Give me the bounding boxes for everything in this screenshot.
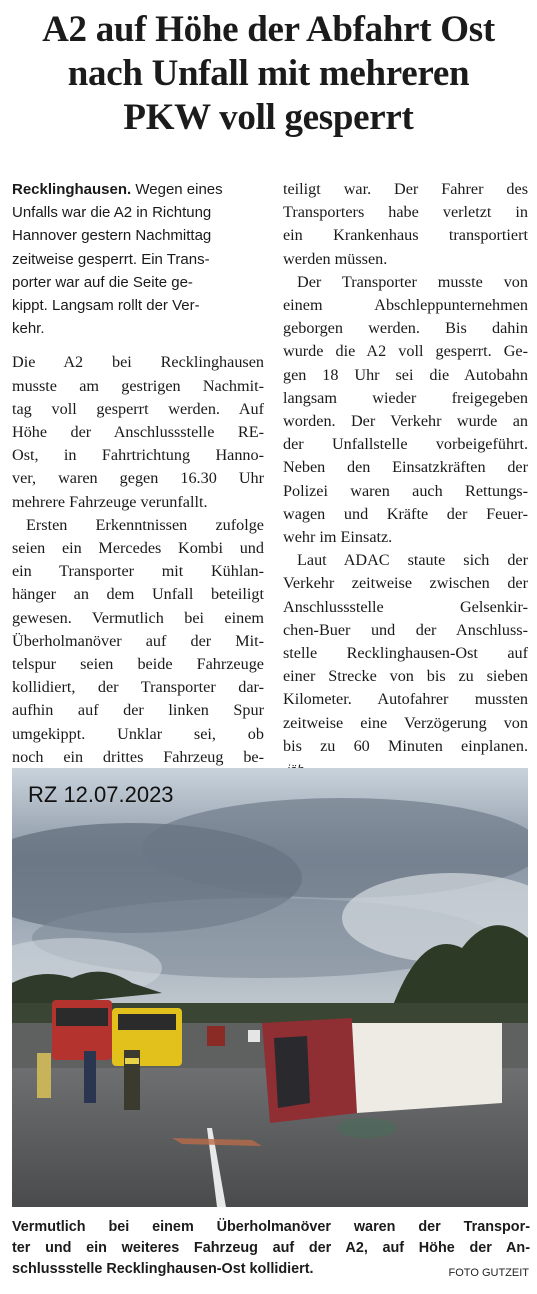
lead-paragraph — [12, 178, 264, 340]
body-line: bis zu 60 Minuten einplanen. — [283, 736, 528, 755]
transporter-box — [352, 1023, 502, 1113]
body-line: Laut ADAC staute sich der — [297, 551, 528, 570]
headline-line: nach Unfall mit mehreren — [67, 53, 470, 94]
article-column-right — [283, 178, 528, 781]
body-line: gen 18 Uhr sei die Autobahn — [283, 365, 528, 384]
accident-scene-illustration — [12, 768, 528, 1207]
body-line: langsam wieder freigegeben — [283, 388, 528, 407]
lead-line: Hannover gestern Nachmittag — [12, 227, 212, 245]
body-line: Höhe der Anschlussstelle RE- — [12, 423, 264, 442]
body-line: aufhin auf der linken Spur — [12, 701, 264, 720]
body-line: chen-Buer und der Anschluss- — [283, 620, 528, 639]
lead-line: kehr. — [12, 320, 45, 338]
body-line: teiligt war. Der Fahrer des — [283, 180, 528, 198]
body-line: seien ein Mercedes Kombi und — [12, 539, 264, 558]
lead-line: porter war auf die Seite ge- — [12, 273, 193, 291]
distant-truck — [207, 1026, 225, 1046]
body-line: Die A2 bei Recklinghausen — [12, 353, 264, 372]
lead-line: Unfalls war die A2 in Richtung — [12, 204, 212, 222]
body-line: ein Krankenhaus transportiert — [283, 226, 528, 245]
body-line: Transporters habe verletzt in — [283, 203, 528, 222]
truck-windshield — [56, 1008, 108, 1026]
headline-line: PKW voll gesperrt — [123, 97, 414, 138]
body-line: stelle Recklinghausen-Ost auf — [283, 644, 528, 663]
body-line: einem Abschleppunternehmen — [283, 296, 528, 315]
body-line: Neben den Einsatzkräften der — [283, 458, 528, 477]
body-line: Anschlussstelle Gelsenkir- — [283, 597, 528, 616]
distant-car — [248, 1030, 260, 1042]
photo-credit: FOTO GUTZEIT — [448, 1267, 529, 1279]
body-line: mehrere Fahrzeuge verunfallt. — [12, 492, 208, 511]
body-line: Ost, in Fahrtrichtung Hanno- — [12, 446, 264, 465]
caption-line: Vermutlich bei einem Überholmanöver waren der Transpor- — [12, 1219, 530, 1235]
headline-line: A2 auf Höhe der Abfahrt Ost — [42, 9, 495, 50]
body-line: telspur seien beide Fahrzeuge — [12, 655, 264, 674]
cab-roof — [274, 1036, 310, 1108]
body-line: ver, waren gegen 16.30 Uhr — [12, 469, 264, 488]
body-line: zeitweise eine Verzögerung von — [283, 713, 528, 732]
body-line: musste am gestrigen Nachmit- — [12, 376, 264, 395]
body-line: Der Transporter musste von — [297, 272, 528, 291]
body-line: geborgen werden. Bis dahin — [283, 319, 528, 338]
date-stamp: RZ 12.07.2023 — [28, 782, 174, 807]
body-line: wurde die A2 voll gesperrt. Ge- — [283, 342, 528, 361]
body-line: kollidiert, der Transporter dar- — [12, 678, 264, 697]
dateline-place: Recklinghausen. — [12, 181, 132, 198]
lead-line: kippt. Langsam rollt der Ver- — [12, 297, 200, 315]
body-line: Überholmanöver auf der Mit- — [12, 631, 264, 650]
reflective-stripe — [125, 1058, 139, 1064]
headline — [0, 8, 537, 140]
body-line: Kilometer. Autofahrer mussten — [283, 690, 528, 709]
body-line: umgekippt. Unklar sei, ob — [12, 724, 264, 743]
caption-line: ter und ein weiteres Fahrzeug auf der A2, auf Höhe der An- — [12, 1240, 530, 1256]
body-line: worden. Der Verkehr wurde an — [283, 412, 528, 431]
firefighter — [37, 1053, 51, 1098]
body-line: der Unfallstelle vorbeigeführt. — [283, 435, 528, 454]
body-line: tag voll gesperrt werden. Auf — [12, 399, 264, 418]
body-line: hänger an dem Unfall beteiligt — [12, 585, 264, 604]
body-line: Polizei waren auch Rettungs- — [283, 481, 528, 500]
police-officer — [84, 1051, 96, 1103]
body-line: wehr im Einsatz. — [283, 528, 393, 547]
tow-windshield — [118, 1014, 176, 1030]
caption-line: schlussstelle Recklinghausen-Ost kollidiert. — [12, 1261, 314, 1277]
body-line: gewesen. Vermutlich bei einem — [12, 608, 264, 627]
body-line: wagen und Kräfte der Feuer- — [283, 504, 528, 523]
body-line: Ersten Erkenntnissen zufolge — [26, 515, 264, 534]
body-line: Verkehr zeitweise zwischen der — [283, 574, 528, 593]
body-line: werden müssen. — [283, 249, 388, 268]
accident-photo — [12, 768, 528, 1207]
lead-line: zeitweise gesperrt. Ein Trans- — [12, 250, 210, 268]
body-line: noch ein drittes Fahrzeug be- — [12, 747, 264, 766]
article-column-left — [12, 178, 264, 769]
body-line: einer Strecke von bis zu sieben — [283, 667, 528, 686]
lead-line: Wegen eines — [131, 181, 223, 198]
body-line: ein Transporter mit Kühlan- — [12, 562, 264, 581]
body-text-left — [12, 351, 264, 769]
debris — [337, 1118, 397, 1138]
